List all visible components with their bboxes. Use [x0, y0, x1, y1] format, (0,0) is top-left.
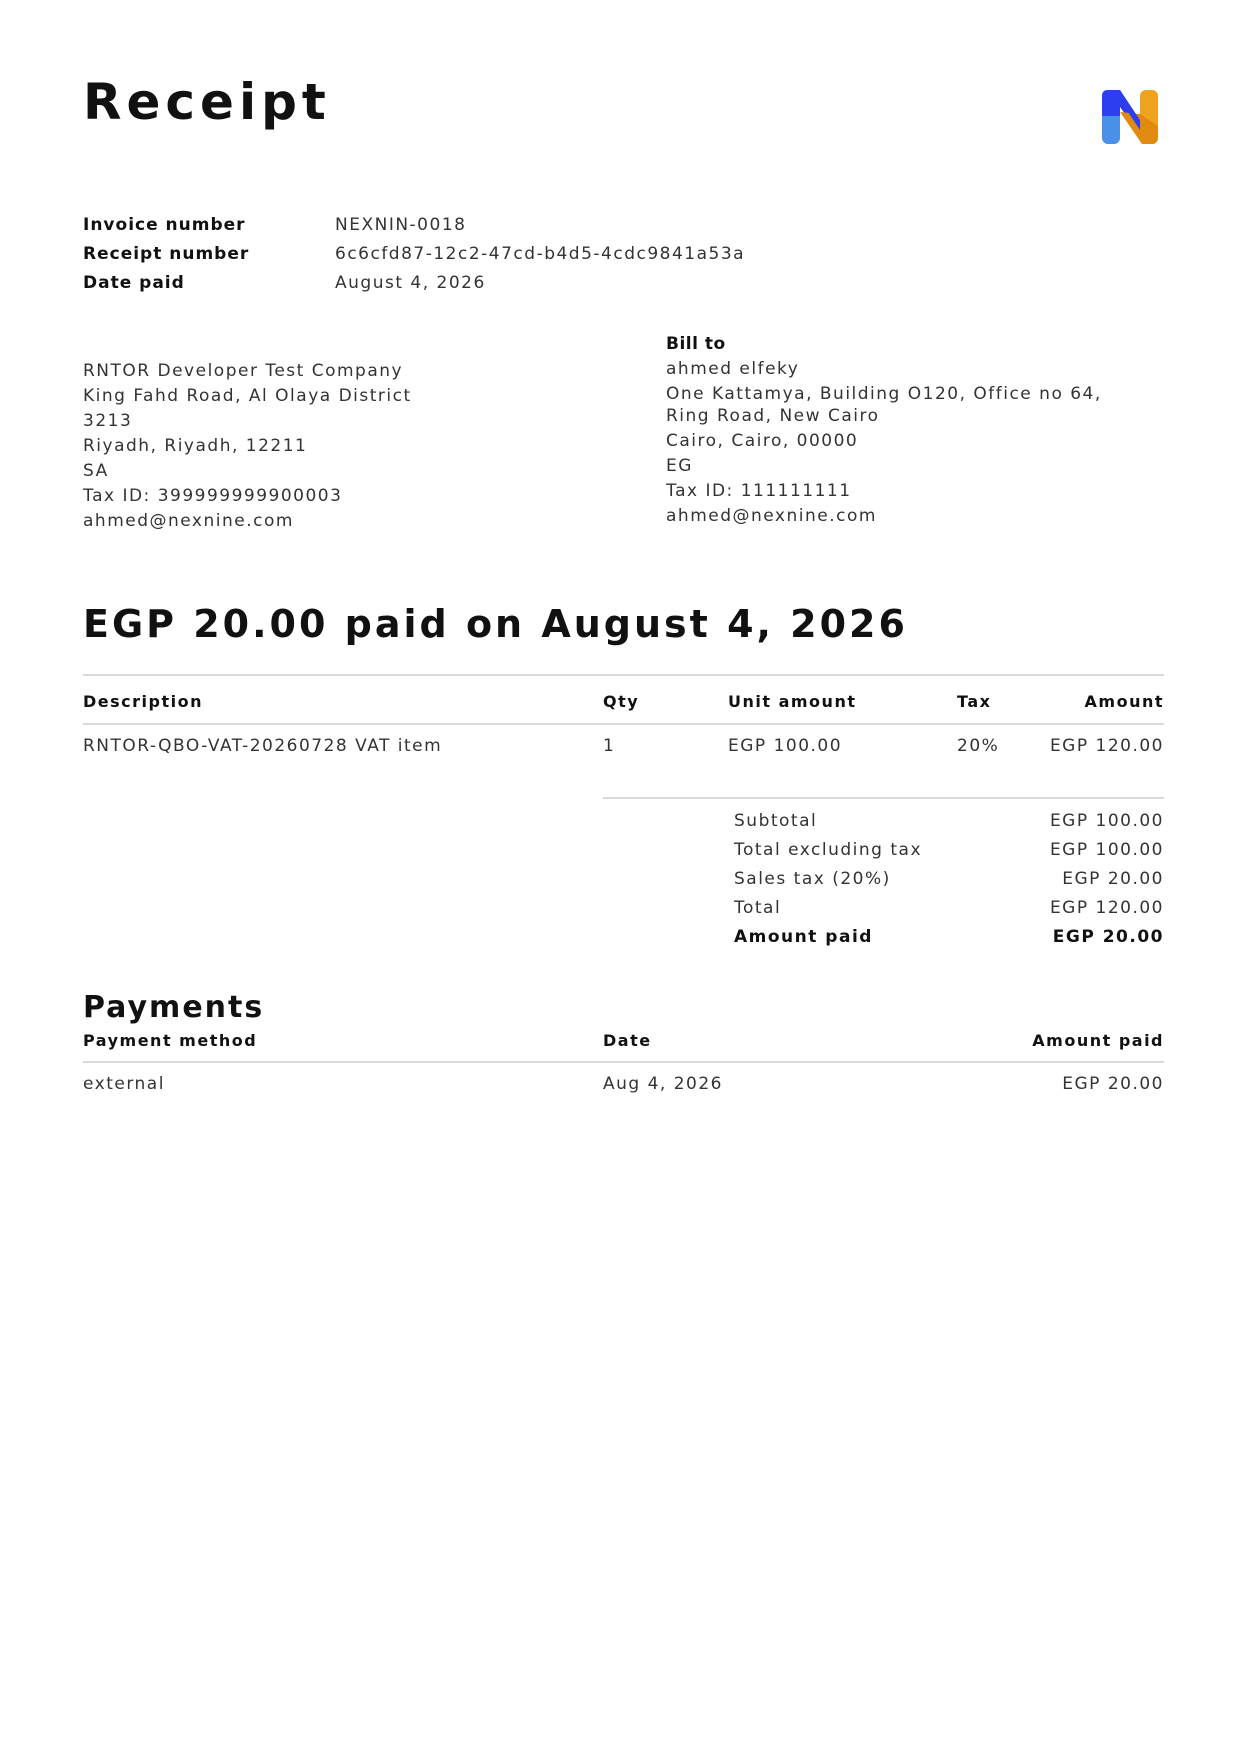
summary-label: Subtotal [734, 810, 818, 831]
bill-to-title: Bill to [666, 334, 726, 354]
meta-label: Date paid [83, 272, 185, 293]
item-description: RNTOR-QBO-VAT-20260728 VAT item [83, 736, 443, 756]
summary-value: EGP 20.00 [1052, 926, 1164, 947]
summary-sales-tax [734, 864, 1164, 893]
col-header-unit-amount: Unit amount [728, 692, 857, 711]
address-line: 3213 [83, 411, 133, 431]
address-line: Cairo, Cairo, 00000 [666, 431, 859, 451]
item-unit-amount: EGP 100.00 [728, 736, 843, 756]
col-header-tax: Tax [957, 692, 992, 711]
receipt-meta [83, 210, 745, 297]
meta-row-invoice-number [83, 210, 745, 239]
payment-method: external [83, 1074, 165, 1094]
summary-divider [603, 797, 1164, 799]
meta-value: August 4, 2026 [335, 272, 486, 293]
address-line: Riyadh, Riyadh, 12211 [83, 436, 308, 456]
item-qty: 1 [603, 736, 616, 756]
col-header-amount: Amount [1084, 692, 1164, 711]
address-line: Tax ID: 111111111 [666, 481, 852, 501]
col-header-amount-paid: Amount paid [1032, 1031, 1164, 1050]
col-header-qty: Qty [603, 692, 640, 711]
table-header-divider [83, 723, 1164, 725]
page-title: Receipt [83, 73, 331, 131]
address-line: One Kattamya, Building O120, Office no 64, Ring Road, New Cairo [666, 384, 1102, 426]
summary-amount-paid [734, 922, 1164, 951]
address-line: Tax ID: 399999999900003 [83, 486, 343, 506]
address-line: RNTOR Developer Test Company [83, 361, 404, 381]
summary-label: Amount paid [734, 926, 873, 947]
summary-value: EGP 20.00 [1062, 868, 1164, 889]
address-line: EG [666, 456, 693, 476]
company-logo-icon [1100, 86, 1160, 148]
summary-value: EGP 100.00 [1049, 839, 1164, 860]
meta-value: NEXNIN-0018 [335, 214, 467, 235]
item-tax: 20% [957, 736, 1000, 756]
meta-label: Receipt number [83, 243, 250, 264]
address-line: King Fahd Road, Al Olaya District [83, 386, 412, 406]
col-header-description: Description [83, 692, 203, 711]
address-line: ahmed@nexnine.com [666, 506, 877, 526]
summary-label: Total [734, 897, 782, 918]
seller-address [83, 359, 583, 534]
item-amount: EGP 120.00 [1049, 736, 1164, 756]
summary-subtotal [734, 806, 1164, 835]
summary-value: EGP 120.00 [1049, 897, 1164, 918]
payment-amount: EGP 20.00 [1062, 1074, 1164, 1094]
summary-value: EGP 100.00 [1049, 810, 1164, 831]
meta-label: Invoice number [83, 214, 246, 235]
payment-headline: EGP 20.00 paid on August 4, 2026 [83, 602, 908, 646]
summary-label: Total excluding tax [734, 839, 922, 860]
summary-label: Sales tax (20%) [734, 868, 891, 889]
bill-to-address [666, 332, 1136, 529]
meta-row-receipt-number [83, 239, 745, 268]
address-line: ahmed@nexnine.com [83, 511, 294, 531]
payment-date: Aug 4, 2026 [603, 1074, 723, 1094]
table-top-divider [83, 674, 1164, 676]
payments-title: Payments [83, 990, 265, 1025]
meta-row-date-paid [83, 268, 745, 297]
col-header-date: Date [603, 1031, 652, 1050]
address-line: SA [83, 461, 109, 481]
summary-total-excluding-tax [734, 835, 1164, 864]
col-header-payment-method: Payment method [83, 1031, 258, 1050]
address-line: ahmed elfeky [666, 359, 800, 379]
summary-total [734, 893, 1164, 922]
payments-header-divider [83, 1061, 1164, 1063]
meta-value: 6c6cfd87-12c2-47cd-b4d5-4cdc9841a53a [335, 243, 746, 264]
